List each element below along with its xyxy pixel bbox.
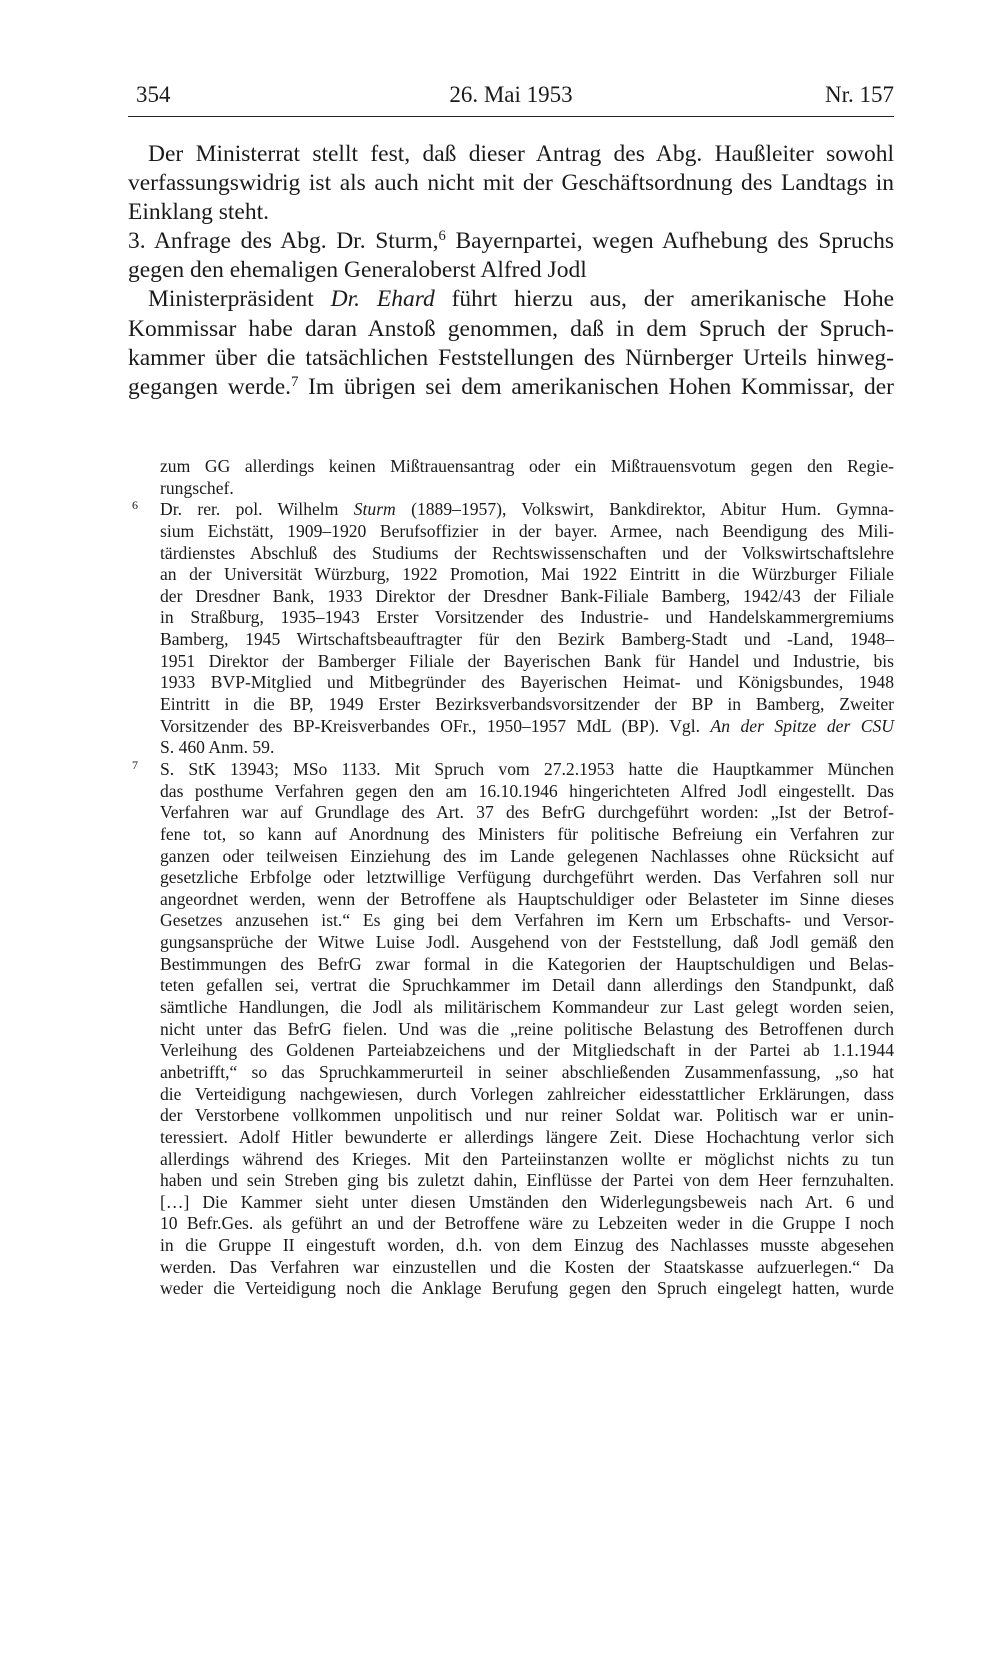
footnotes	[128, 456, 894, 1300]
cited-title: An der Spitze der CSU	[710, 715, 894, 736]
text-line: ganzen oder teilweisen Einziehung des im Lande gelegenen Nachlasses ohne Rücksicht auf	[160, 845, 894, 866]
text-line: teressiert. Adolf Hitler bewunderte er allerdings längere Zeit. Diese Hochachtung verlor sich	[160, 1126, 894, 1147]
running-head-date: 26. Mai 1953	[449, 82, 573, 107]
text-line: Der Ministerrat stellt fest, daß dieser Antrag des Abg. Haußleiter sowohl	[148, 141, 894, 167]
text-line: zum GG allerdings keinen Mißtrauensantrag oder ein Mißtrauensvotum gegen den Regie-	[160, 456, 894, 476]
text-line: 3. Anfrage des Abg. Dr. Sturm,$^6$ Bayernpartei, wegen Aufhebung des Spruchs	[128, 228, 894, 255]
text-line: kammer über die tatsächlichen Feststellungen des Nürnberger Urteils hinweg-	[128, 344, 894, 371]
text-line: in Straßburg, 1935–1943 Erster Vorsitzender des Industrie- und Handelskammergremiums	[160, 607, 894, 628]
text-line: gungsansprüche der Witwe Luise Jodl. Ausgehend von der Feststellung, daß Jodl gemäß den	[160, 932, 894, 953]
page-number: 354	[136, 82, 171, 107]
person-name: Sturm	[353, 499, 396, 520]
footnote-marker: 6	[132, 498, 138, 513]
text-line: gegen den ehemaligen Generaloberst Alfred Jodl	[128, 257, 587, 284]
text-line: Gesetzes anzusehen ist.“ Es ging bei dem Verfahren im Kern um Erbschafts- und Versor-	[160, 910, 894, 931]
paragraph	[128, 140, 894, 227]
text-line: gesetzliche Erbfolge oder letztwillige Verfügung durchgeführt werden. Das Verfahren soll nur	[160, 867, 894, 888]
text-line: in die Gruppe II eingestuft worden, d.h. von dem Einzug des Nachlasses musste abgesehen	[160, 1235, 894, 1256]
footnote-7	[128, 759, 894, 1300]
text-line: sämtliche Handlungen, die Jodl als militärischem Kommandeur zur Last gelegt worden seien,	[160, 997, 894, 1018]
text-line: Einklang steht.	[128, 199, 269, 226]
footnote-marker: 7	[132, 757, 138, 772]
text-line: das posthume Verfahren gegen den am 16.10.1946 hingerichteten Alfred Jodl eingestellt. Das	[160, 780, 894, 801]
text-line: fene tot, so kann auf Anordnung des Ministers für politische Befreiung ein Verfahren zur	[160, 823, 894, 844]
person-name: Dr. Ehard	[330, 286, 435, 313]
footnote-reference[interactable]: 6	[438, 228, 446, 245]
text-line: teten gefallen sei, vertrat die Spruchkammer im Detail dann allerdings den Standpunkt, daß	[160, 975, 894, 996]
text-line: sium Eichstätt, 1909–1920 Berufsoffizier in der bayer. Armee, nach Beendigung des Mili-	[160, 520, 894, 541]
protocol-number: Nr. 157	[825, 82, 894, 107]
text-line: Bestimmungen des BefrG zwar formal in die Kategorien der Hauptschuldigen und Belas-	[160, 953, 894, 974]
header-rule	[128, 116, 894, 117]
agenda-item-heading	[128, 227, 894, 285]
text-line: S. StK 13943; MSo 1133. Mit Spruch vom 27.2.1953 hatte die Hauptkammer München	[160, 758, 894, 779]
text-line: Kommissar habe daran Anstoß genommen, daß in dem Spruch der Spruch-	[128, 315, 894, 342]
text-line: Bamberg, 1945 Wirtschaftsbeauftragter für den Bezirk Bamberg-Stadt und -Land, 1948–	[160, 629, 894, 650]
text-line: an der Universität Würzburg, 1922 Promotion, Mai 1922 Eintritt in die Würzburger Filiale	[160, 564, 894, 585]
text-line: Verleihung des Goldenen Parteiabzeichens und der Mitgliedschaft in der Partei ab 1.1.1944	[160, 1040, 894, 1061]
text-line: weder die Verteidigung noch die Anklage Berufung gegen den Spruch eingelegt hatten, wurde	[160, 1278, 894, 1299]
text-line: allerdings während des Krieges. Mit den Parteiinstanzen wollte er möglichst nichts zu tun	[160, 1148, 894, 1169]
text-line: tärdienstes Abschluß des Studiums der Rechtswissenschaften und der Volkswirtschaftslehre	[160, 542, 894, 563]
text-line: […] Die Kammer sieht unter diesen Umständen den Widerlegungsbeweis nach Art. 6 und	[160, 1191, 894, 1212]
text-line: Eintritt in die BP, 1949 Erster Bezirksverbandsvorsitzender der BP in Bamberg, Zweiter	[160, 694, 894, 715]
footnote-6	[128, 499, 894, 759]
text-line: anbetrifft,“ so das Spruchkammerurteil in seiner abschließenden Zusammenfassung, „so hat	[160, 1061, 894, 1082]
text-line: Verfahren war auf Grundlage des Art. 37 des BefrG durchgeführt worden: „Ist der Betrof-	[160, 802, 894, 823]
text-line: gegangen werde.$^7$ Im übrigen sei dem amerikanischen Hohen Kommissar, der	[128, 373, 894, 400]
text-line: nicht unter das BefrG fielen. Und was die „reine politische Belastung des Betroffenen durch	[160, 1018, 894, 1039]
text-line: angeordnet werden, wenn der Betroffene als Hauptschuldiger oder Belasteter im Sinne dieses	[160, 888, 894, 909]
running-head	[128, 80, 894, 110]
text-line: 1951 Direktor der Bamberger Filiale der Bayerischen Bank für Handel und Industrie, bis	[160, 650, 894, 671]
text-line: verfassungswidrig ist als auch nicht mit der Geschäftsordnung des Landtags in	[128, 170, 894, 197]
paragraph	[128, 285, 894, 401]
text-line: der Dresdner Bank, 1933 Direktor der Dresdner Bank-Filiale Bamberg, 1942/43 der Filiale	[160, 585, 894, 606]
text-line: S. 460 Anm. 59.	[160, 737, 275, 758]
main-text	[128, 140, 894, 402]
footnote-reference[interactable]: 7	[291, 373, 299, 390]
text-line: Dr. rer. pol. Wilhelm Sturm (1889–1957), Volkswirt, Bankdirektor, Abitur Hum. Gymna-	[160, 499, 894, 520]
text-line: Vorsitzender des BP-Kreisverbandes OFr., 1950–1957 MdL (BP). Vgl. An der Spitze der CSU	[160, 715, 894, 736]
text-line: rungschef.	[160, 477, 234, 498]
text-line: 10 Befr.Ges. als geführt an und der Betroffene wäre zu Lebzeiten weder in die Gruppe I noch	[160, 1213, 894, 1234]
text-line: 1933 BVP-Mitglied und Mitbegründer des Bayerischen Heimat- und Königsbundes, 1948	[160, 672, 894, 693]
text-line: der Verstorbene vollkommen unpolitisch und nur reiner Soldat war. Politisch war er unin-	[160, 1105, 894, 1126]
text-line: Ministerpräsident Dr. Ehard führt hierzu aus, der amerikanische Hohe	[148, 286, 894, 313]
text-line: haben und sein Streben ging bis zuletzt dahin, Einflüsse der Partei von dem Heer fernzuhalten.	[160, 1170, 894, 1191]
text-line: die Verteidigung nachgewiesen, durch Vorlegen zahlreicher eidesstattlicher Erklärungen, dass	[160, 1083, 894, 1104]
text-line: werden. Das Verfahren war einzustellen und die Kosten der Staatskasse aufzuerlegen.“ Da	[160, 1256, 894, 1277]
footnote-continued	[128, 456, 894, 499]
